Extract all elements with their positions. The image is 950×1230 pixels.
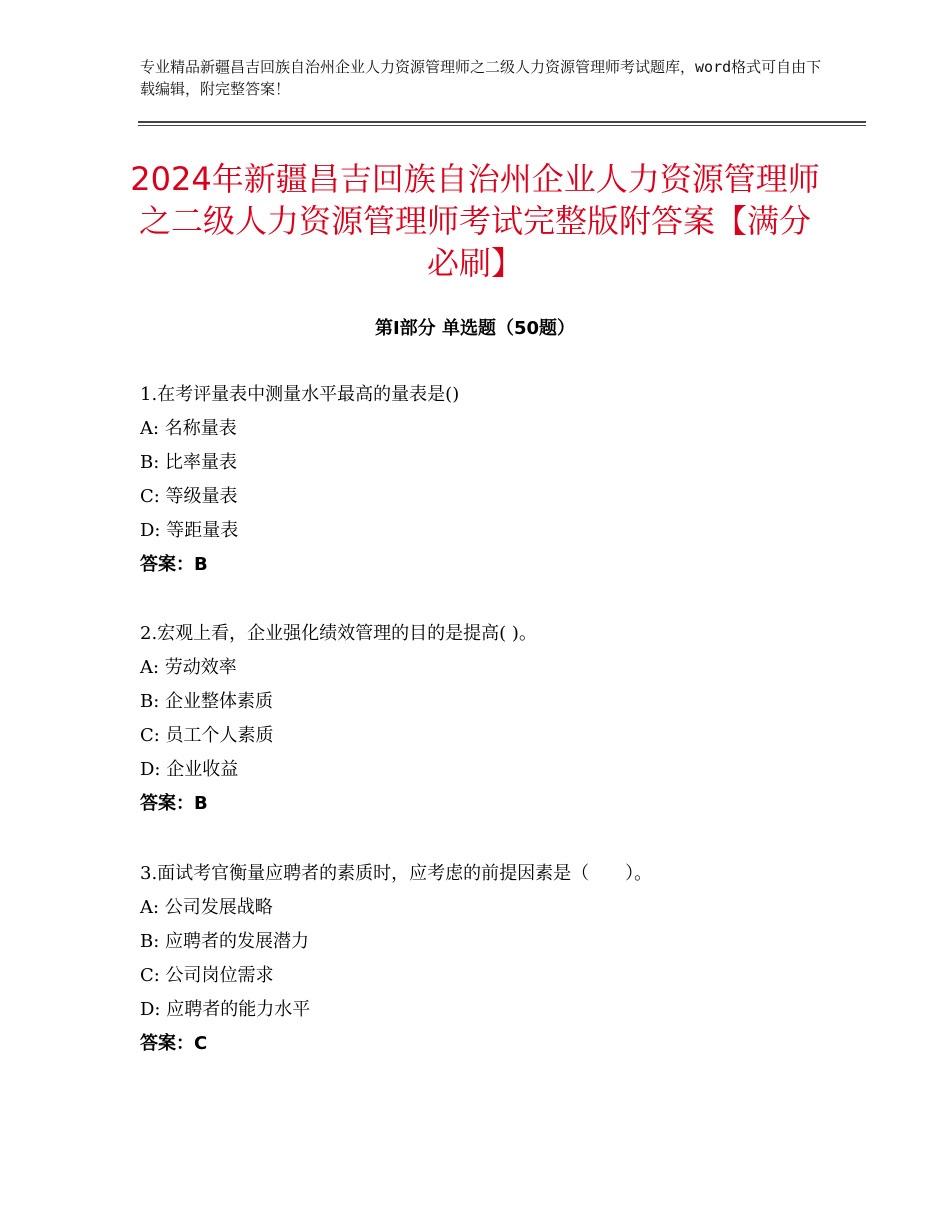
question-2 <box>140 617 537 821</box>
question-stem: 2.宏观上看，企业强化绩效管理的目的是提高( )。 <box>140 623 537 644</box>
header-note: 专业精品新疆昌吉回族自治州企业人力资源管理师之二级人力资源管理师考试题库，word格式可自由下载编辑，附完整答案！ <box>140 58 822 98</box>
option-c: C: 等级量表 <box>140 486 238 507</box>
question-stem: 1.在考评量表中测量水平最高的量表是() <box>140 384 460 405</box>
answer: 答案：B <box>140 793 208 814</box>
document-title: 2024年新疆昌吉回族自治州企业人力资源管理师之二级人力资源管理师考试完整版附答案【满分必刷】 <box>130 160 820 282</box>
question-1 <box>140 378 459 582</box>
option-a: A: 公司发展战略 <box>140 897 273 918</box>
option-b: B: 比率量表 <box>140 452 238 473</box>
header-rule-thick <box>138 121 866 123</box>
option-d: D: 企业收益 <box>140 759 239 780</box>
option-d: D: 等距量表 <box>140 520 239 541</box>
option-b: B: 应聘者的发展潜力 <box>140 931 310 952</box>
option-c: C: 员工个人素质 <box>140 725 274 746</box>
option-d: D: 应聘者的能力水平 <box>140 999 311 1020</box>
option-c: C: 公司岗位需求 <box>140 965 274 986</box>
question-stem: 3.面试考官衡量应聘者的素质时，应考虑的前提因素是（ ）。 <box>140 863 653 884</box>
option-b: B: 企业整体素质 <box>140 691 274 712</box>
header-rule-thin <box>138 125 866 126</box>
answer: 答案：C <box>140 1033 208 1054</box>
question-3 <box>140 857 652 1061</box>
answer: 答案：B <box>140 554 208 575</box>
section-heading: 第Ⅰ部分 单选题（50题） <box>374 318 575 339</box>
option-a: A: 名称量表 <box>140 418 237 439</box>
option-a: A: 劳动效率 <box>140 657 237 678</box>
